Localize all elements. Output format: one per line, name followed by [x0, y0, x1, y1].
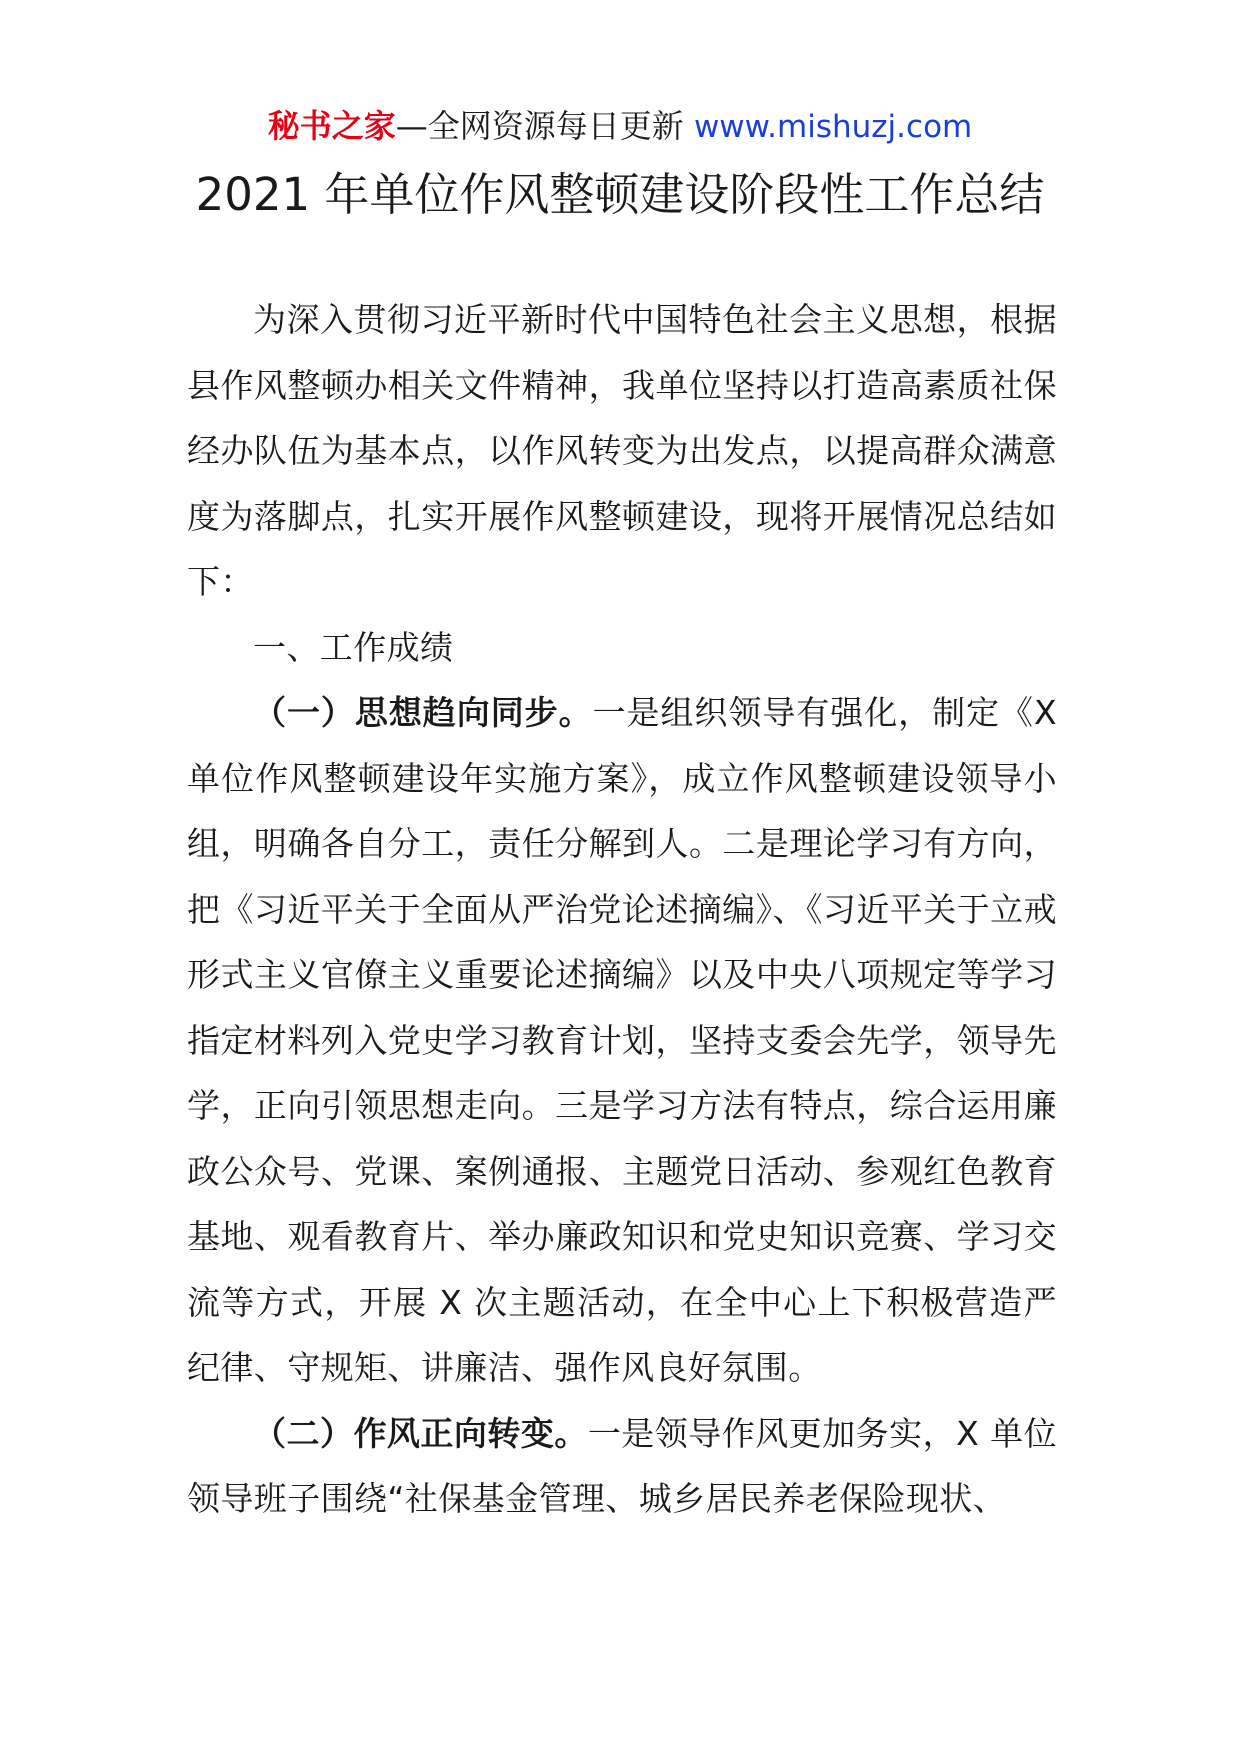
item-text-2: 一是领导作风更加务实，X 单位领导班子围绕“社保基金管理、城乡居民养老保险现状、: [187, 1413, 1057, 1518]
document-title: 2021 年单位作风整顿建设阶段性工作总结: [195, 168, 1045, 221]
watermark-slogan: —全网资源每日更新: [395, 107, 694, 145]
document-body: [187, 287, 1057, 1532]
watermark-url[interactable]: www.mishuzj.com: [693, 109, 973, 145]
watermark-brand: 秘书之家: [267, 107, 396, 145]
item-heading-1: （一）思想趋向同步。: [253, 693, 593, 732]
item-paragraph-2: [187, 1401, 1057, 1532]
section-heading-achievements: 一、工作成绩: [253, 627, 454, 667]
watermark-banner: [0, 104, 1240, 149]
item-heading-2: （二）作风正向转变。: [253, 1413, 588, 1453]
item-paragraph-1: [187, 680, 1057, 1401]
item-text-1: 一是组织领导有强化，制定《X 单位作风整顿建设年实施方案》，成立作风整顿建设领导小组，明确各自分工，责任分解到人。二是理论学习有方向，把《习近平关于全面从严治党论述摘编》、《习近平关于立戒形式主义官僚主义重要论述摘编》以及中央八项规定等学习指定材料列入党史学习教育计划，坚持支委会先学，领导先学，正向引领思想走向。三是学习方法有特点，综合运用廉政公众号、党课、案例通报、主题党日活动、参观红色教育基地、观看教育片、举办廉政知识和党史知识竞赛、学习交流等方式，开展 X 次主题活动，在全中心上下积极营造严纪律、守规矩、讲廉洁、强作风良好氛围。: [187, 693, 1057, 1387]
intro-paragraph: 为深入贯彻习近平新时代中国特色社会主义思想，根据县作风整顿办相关文件精神，我单位坚持以打造高素质社保经办队伍为基本点，以作风转变为出发点，以提高群众满意度为落脚点，扎实开展作风整顿建设，现将开展情况总结如下：: [187, 300, 1057, 601]
